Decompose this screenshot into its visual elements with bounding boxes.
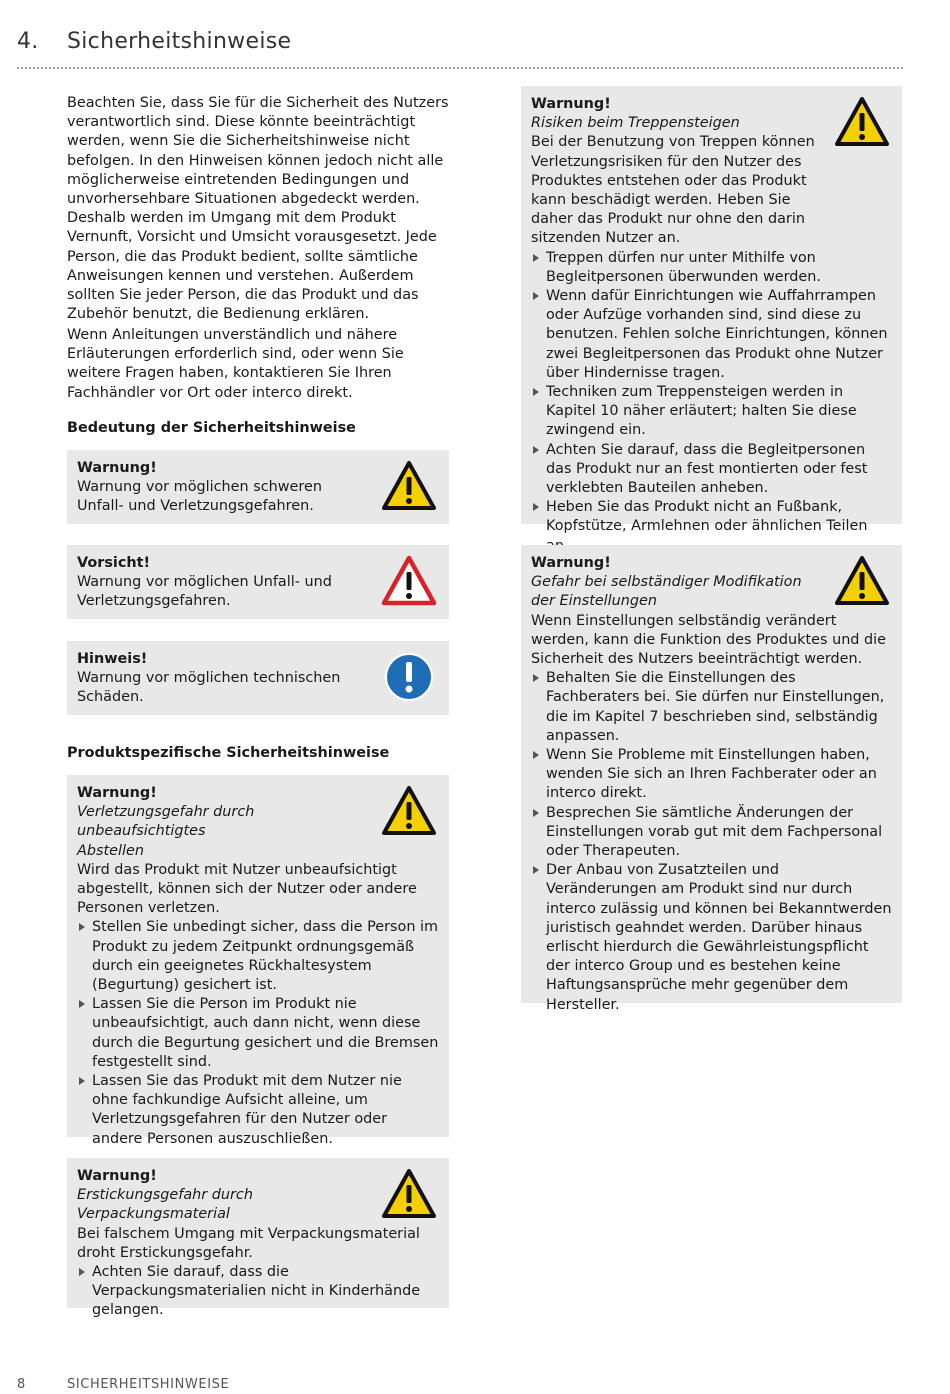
warning-title: Warnung! [531,555,611,571]
warning-bullet-list [531,669,892,1015]
list-item: Achten Sie darauf, dass die Begleitpersonen das Produkt nur an fest montierten oder fest verklebten Bauteilen anheben. [531,441,892,499]
warning-title: Warnung! [77,1168,157,1184]
warning-triangle-icon [381,460,437,512]
section-heading-specific: Produktspezifische Sicherheitshinweise [67,745,390,761]
warning-packaging-box [67,1158,449,1319]
warning-modification-box [521,545,902,1013]
warning-text-body: Bei der Benutzung von Treppen können Verletzungsrisiken für den Nutzer des Produktes entstehen oder das Produkt kann beschädigt werden. Heben Sie daher das Produkt nur ohne den darin sitzenden Nutzer an. [531,134,815,247]
list-item: Lassen Sie die Person im Produkt nie unbeaufsichtigt, auch dann nicht, wenn diese durch die Begurtung gesichert und die Bremsen festgestellt sind. [77,995,439,1072]
legend-notice-box [67,641,449,715]
warning-subtitle: Erstickungsgefahr durch Verpackungsmaterial [77,1187,253,1223]
legend-caution-text: Warnung vor möglichen Unfall- und Verletzungsgefahren. [77,574,332,610]
footer-section-label: SICHERHEITSHINWEISE [67,1377,230,1392]
warning-text: Wird das Produkt mit Nutzer unbeaufsichtigt abgestellt, können sich der Nutzer oder andere Personen verletzen. [77,861,417,917]
list-item: Besprechen Sie sämtliche Änderungen der Einstellungen vorab gut mit dem Fachpersonal oder Therapeuten. [531,804,892,862]
legend-warning-title: Warnung! [77,460,157,476]
warning-text [531,133,892,248]
section-heading-meaning: Bedeutung der Sicherheitshinweise [67,420,356,436]
warning-title: Warnung! [77,785,157,801]
warning-subtitle: Risiken beim Treppensteigen [531,115,740,132]
legend-warning-box [67,450,449,524]
warning-subtitle: Verletzungsgefahr durch unbeaufsichtigtes Abstellen [77,804,255,859]
warning-triangle-icon [381,785,437,837]
warning-triangle-icon [834,555,890,607]
warning-subtitle: Gefahr bei selbständiger Modifikation der Einstellungen [531,574,802,610]
chapter-number: 4. [17,29,39,54]
page-number: 8 [17,1377,26,1392]
legend-warning-text: Warnung vor möglichen schweren Unfall- und Verletzungsgefahren. [77,479,322,515]
list-item: Treppen dürfen nur unter Mithilfe von Begleitpersonen überwunden werden. [531,249,892,287]
warning-bullet-list [77,1263,439,1321]
list-item: Behalten Sie die Einstellungen des Fachberaters bei. Sie dürfen nur Einstellungen, die im Kapitel 7 beschrieben sind, selbständig anpassen. [531,669,892,746]
warning-bullet-list [77,918,439,1148]
legend-caution-box [67,545,449,619]
list-item: Der Anbau von Zusatzteilen und Veränderungen am Produkt sind nur durch interco zulässig und können bei Bekanntwerden juristisch geahndet werden. Darüber hinaus erlischt hierdurch die Gewährleistungspflicht der interco Group und es bestehen keine Haftungsansprüche mehr gegenüber dem Hersteller. [531,861,892,1015]
intro-paragraph: Wenn Anleitungen unverständlich und nähere Erläuterungen erforderlich sind, oder wenn Sie weitere Fragen haben, kontaktieren Sie Ihren Fachhändler vor Ort oder interco direkt. [67,327,404,401]
exclamation-circle-icon [381,651,437,703]
legend-caution-title: Vorsicht! [77,555,151,571]
warning-triangle-icon [381,1168,437,1220]
list-item: Heben Sie das Produkt nicht an Fußbank, Kopfstütze, Armlehnen oder ähnlichen Teilen [531,498,892,556]
list-item: Wenn Sie Probleme mit Einstellungen haben, wenden Sie sich an Ihren Fachberater oder an interco direkt. [531,746,892,804]
caution-triangle-icon [381,555,437,607]
list-item: Stellen Sie unbedingt sicher, dass die Person im Produkt zu jedem Zeitpunkt ordnungsgemäß durch ein geeignetes Rückhaltesystem (Begurtung) gesichert ist. [77,918,439,995]
warning-title: Warnung! [531,96,611,112]
warning-stairs-box [521,86,902,535]
legend-notice-text: Warnung vor möglichen technischen Schäden. [77,670,341,706]
left-column [67,94,449,436]
list-item: Wenn dafür Einrichtungen wie Auffahrrampen oder Aufzüge vorhanden sind, sind diese zu benutzen. Fehlen solche Einrichtungen, können zwei Begleitpersonen das Produkt ohne Nutzer über Hindernisse tragen. [531,287,892,383]
header-divider [17,67,903,69]
legend-notice-title: Hinweis! [77,651,148,667]
warning-text: Bei falschem Umgang mit Verpackungsmaterial droht Erstickungsgefahr. [77,1225,420,1261]
warning-text: Wenn Einstellungen selbständig verändert werden, kann die Funktion des Produktes und die Sicherheit des Nutzers beeinträchtigt werden. [531,612,887,668]
list-item: Lassen Sie das Produkt mit dem Nutzer nie ohne fachkundige Aufsicht alleine, um Verletzungsgefahren für den Nutzer oder andere Personen auszuschließen. [77,1072,439,1149]
warning-bullet-list [531,249,892,556]
list-item: Techniken zum Treppensteigen werden in Kapitel 10 näher erläutert; halten Sie diese zwingend ein. [531,383,892,441]
page-title: Sicherheitshinweise [67,29,292,54]
intro-paragraph: Beachten Sie, dass Sie für die Sicherheit des Nutzers verantwortlich sind. Diese könnte beeinträchtigt werden, wenn Sie die Sicherheitshinweise nicht befolgen. In den Hinweisen können jedoch nicht alle möglicherweise eintretenden Bedingungen und unvorhersehbare Situationen abgedeckt werden. Deshalb werden im Umgang mit dem Produkt Vernunft, Vorsicht und Umsicht vorausgesetzt. Jede Person, die das Produkt bedient, sollte sämtliche Anweisungen kennen und verstehen. Außerdem sollten Sie jeder Person, die das Produkt und das Zubehör benutzt, die Bedienung erklären. [67,95,449,323]
list-item: Achten Sie darauf, dass die Verpackungsmaterialien nicht in Kinderhände gelangen. [77,1263,439,1321]
warning-unattended-box [67,775,449,1147]
warning-triangle-icon [834,96,890,148]
